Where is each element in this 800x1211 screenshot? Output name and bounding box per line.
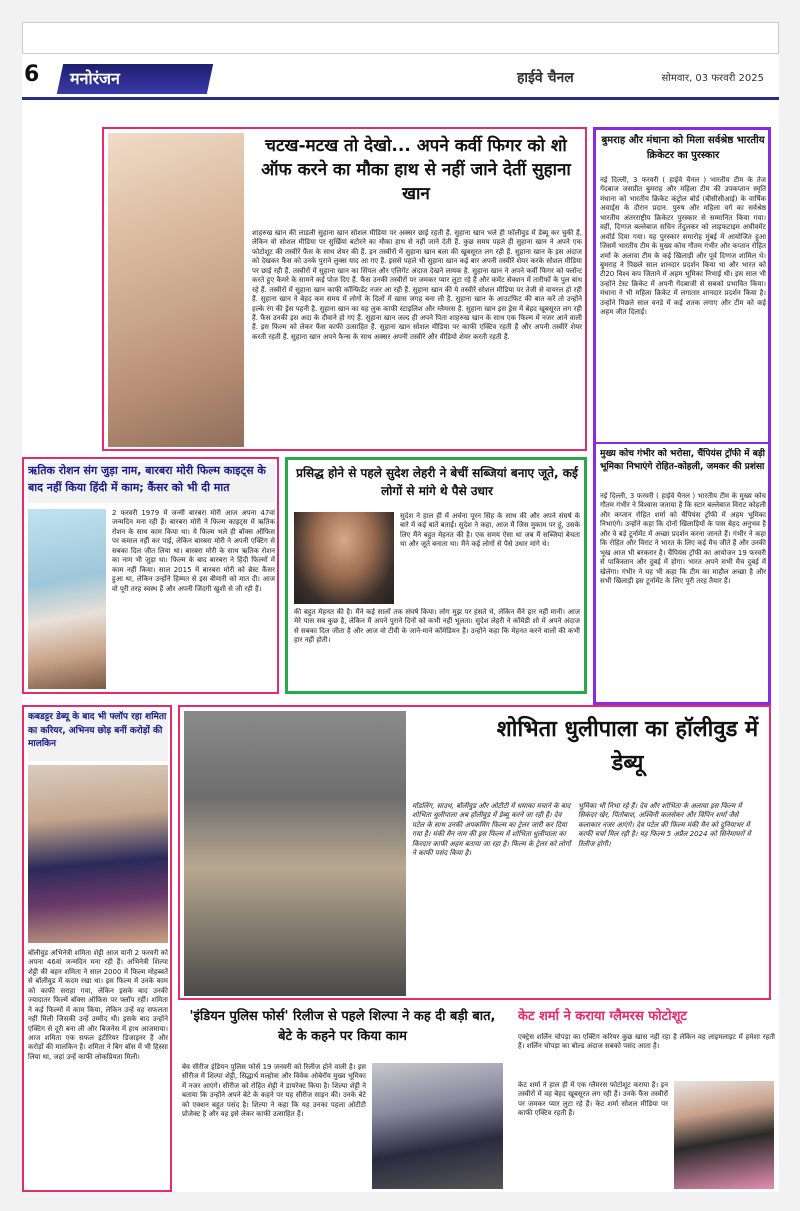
page-header [22,60,779,100]
sudesh-photo [294,512,394,604]
bumrah-body: नई दिल्ली, 3 फरवरी ( हाईवे चैनल ) भारतीय टीम के तेज गेंदबाज जसप्रीत बुमराह और महिला टीम की उपकप्तान स्मृति मंधाना को भारतीय क्रिकेट कंट्रोल बोर्ड (बीसीसीआई) के वार्षिक अवार्ड्स के दौरान प्रदान. पुरुष और महिला वर्ग का सर्वश्रेष्ठ भारतीय अंतरराष्ट्रीय क्रिकेटर पुरस्कार से सम्मानित किया गया। वहीं, दिग्गज बल्लेबाज सचिन तेंदुलकर को लाइफटाइम अचीवमेंट अवॉर्ड दिया गया। यह पुरस्कार समारोह मुंबई में आयोजित हुआ जिसमें भारतीय टीम के मुख्य कोच गौतम गंभीर और कप्तान रोहित शर्मा के अलावा टीम के कई खिलाड़ी और पूर्व दिग्गज शामिल थे। बुमराह ने पिछले साल शानदार प्रदर्शन किया था और भारत को टी20 विश्व कप जिताने में अहम भूमिका निभाई थी। इस साल भी उन्होंने टेस्ट क्रिकेट में अपनी गेंदबाजी से सबको प्रभावित किया। मंधाना ने भी महिला क्रिकेट में लगातार शानदार प्रदर्शन किया है। उन्होंने पिछले साल वनडे में कई शतक लगाए और टीम को कई अहम जीत दिलाईं। [600,176,766,317]
sobhita-body-2: भूमिका भी निभा रहे हैं। देव और शोभिता के अलावा इस फिल्म में सिकंदर खेर, पितोबाश, अश्विनी कलसेकर और विपिन शर्मा जैसे कलाकार नजर आएंगे। देव पटेल की फिल्म मंकी मैन को दुनियाभर में काफी चर्चा मिल रही है। यह फिल्म 5 अप्रैल 2024 को सिनेमाघरों में रिलीज होगी। [578,802,751,848]
section-title: मनोरंजन [70,69,120,88]
barbara-photo [28,509,106,689]
sobhita-body-1: मॉडलिंग, साउथ, बॉलीवुड और ओटीटी में धमाका मचाने के बाद शोभिता धुलीपाला अब हॉलीवुड में डेब्यू करने जा रही हैं। देव पटेल के साथ उनकी अपकमिंग फिल्म का ट्रेलर जारी कर दिया गया है। मंकी मैन नाम की इस फिल्म में शोभिता धुलीपाला का किरदार काफी अहम बताया जा रहा है। फिल्म के ट्रेलर को लोगों ने काफी पसंद किया है। [412,802,571,858]
bumrah-headline: बुमराह और मंधाना को मिला सर्वश्रेष्ठ भारतीय क्रिकेटर का पुरस्कार [601,135,765,161]
kate-body-2: केट शर्मा ने हाल ही में एक ग्लैमरस फोटोशूट कराया है। इन तस्वीरों में वह बेहद खूबसूरत लग रही हैं। उनके फैंस तस्वीरों पर जमकर प्यार लुटा रहे हैं। केट शर्मा सोशल मीडिया पर काफी एक्टिव रहती हैं। [518,1081,668,1118]
section-banner [57,64,213,94]
newspaper-page [22,22,779,1192]
shamita-headline: कबडट्टर डेब्यू के बाद भी फ्लॉप रहा शमिता का करियर, अभिनय छोड़ बनीं करोड़ों की मालकिन [28,711,168,761]
shamita-article [22,705,172,1192]
sobhita-headline: शोभिता धुलीपाला का हॉलीवुड में डेब्यू [496,717,759,777]
hrithik-headline: ऋतिक रोशन संग जुड़ा नाम, बारबरा मोरी फिल्म काइट्स के बाद नहीं किया हिंदी में काम; कैंसर को भी दी मात [28,463,275,503]
shilpa-photo [372,1063,503,1189]
hrithik-body: 2 फरवरी 1979 में जन्मीं बारबरा मोरी आज अपना 47वां जन्मदिन मना रही हैं। बारबरा मोरी ने फिल्म काइट्स में ऋतिक रोशन के साथ काम किया था। ये फिल्म भले ही बॉक्स ऑफिस पर कमाल नहीं कर पाई, लेकिन बारबरा मोरी ने अपनी एक्टिंग से सबका दिल जीत लिया था। बारबरा मोरी के साथ ऋतिक रोशन का नाम भी जुड़ा था। फिल्म के बाद बारबरा ने हिंदी फिल्मों में काम नहीं किया। साल 2015 में बारबरा मोरी को ब्रेस्ट कैंसर हुआ था, लेकिन उन्होंने हिम्मत से इस बीमारी को मात दी। आज वो पूरी तरह स्वस्थ हैं और अपनी जिंदगी खुशी से जी रही हैं। [112,509,275,593]
brand-name: हाईवे चैनल [517,70,574,86]
sobhita-photo [184,711,406,996]
suhana-headline: चटख-मटख तो देखो... अपने कर्वी फिगर को शो ऑफ करने का मौका हाथ से नहीं जाने देतीं सुहाना खान [261,136,571,204]
kate-body-1: एक्ट्रेस शर्लिन चोपड़ा का एक्टिंग करियर कुछ खास नहीं रहा है लेकिन वह लाइमलाइट में हमेशा रहती हैं। शर्लिन चोपड़ा का बोल्ड अंदाज सबको पसंद आता है। [518,1033,775,1051]
sudesh-article [285,457,587,694]
shilpa-body: बेव सीरीज इंडियन पुलिस फोर्स 19 जनवरी को रिलीज होने वाली है। इस सीरीज में शिल्पा शेट्टी, सिद्धार्थ मल्होत्रा और विवेक ओबेरॉय मुख्य भूमिका में नजर आएंगे। सीरीज को रोहित शेट्टी ने डायरेक्ट किया है। शिल्पा शेट्टी ने बताया कि उन्होंने अपने बेटे के कहने पर यह सीरीज साइन की। उनके बेटे को एक्शन बहुत पसंद है। शिल्पा ने कहा कि यह उनका पहला ओटीटी प्रोजेक्ट है और वह इसे लेकर काफी उत्साहित हैं। [182,1063,366,1119]
sobhita-article [178,705,771,1000]
gambhir-body: नई दिल्ली, 3 फरवरी ( हाईवे चैनल ) भारतीय टीम के मुख्य कोच गौतम गंभीर ने विश्वास जताया है कि स्टार बल्लेबाज विराट कोहली और कप्तान रोहित शर्मा को चैंपियंस ट्रॉफी में अहम भूमिका निभाएंगे। उन्होंने कहा कि दोनों खिलाड़ियों के पास बेहद अनुभव है और वे बड़े टूर्नामेंट में अच्छा प्रदर्शन करना जानते हैं। गंभीर ने कहा कि रोहित और विराट ने भारत के लिए कई मैच जीते हैं और उनकी भूख आज भी बरकरार है। चैंपियंस ट्रॉफी का आयोजन 19 फरवरी से पाकिस्तान और दुबई में होगा। भारत अपने सभी मैच दुबई में खेलेगा। गंभीर ने यह भी कहा कि टीम का माहौल अच्छा है और सभी खिलाड़ी इस टूर्नामेंट के लिए पूरी तरह तैयार हैं। [600,492,766,585]
kate-article [514,1005,779,1192]
issue-date: सोमवार, 03 फरवरी 2025 [661,73,764,84]
suhana-body: शाहरुख खान की लाडली सुहाना खान सोशल मीडिया पर अक्सर छाई रहती हैं. सुहाना खान भले ही फॉलीवुड में डेब्यू कर चुकी हैं, लेकिन वो सोशल मीडिया पर सुर्खियां बटोरने का मौका हाथ से नहीं जाने देती हैं. कुछ समय पहले ही सुहाना खान ने अपने एक फोटोशूट की तस्वीरें फैंस के साथ शेयर की हैं. इन तस्वीरों में सुहाना खान बला की खूबसूरत लग रही हैं. सुहाना खान के इस अंदाज को देखकर फैंस को उनके पुराने लुक्स याद आ गए हैं. इससे पहले भी सुहाना खान कई बार अपनी तस्वीरें शेयर करके सोशल मीडिया पर छाई रही हैं. तस्वीरों में सुहाना खान का सिंपल और एलिगेंट अंदाज देखने लायक है. सुहाना खान ने अपने कर्वी फिगर को फ्लॉन्ट करते हुए कैमरे के सामने कई पोज दिए हैं. फैंस उनकी तस्वीरों पर जमकर प्यार लुटा रहे हैं और कमेंट सेक्शन में तारीफों के पुल बांध रहे हैं. तस्वीरों में सुहाना खान काफी कॉन्फिडेंट नजर आ रही हैं. सुहाना खान की ये तस्वीरें सोशल मीडिया पर तेजी से वायरल हो रही हैं. सुहाना खान ने बेहद कम समय में लोगों के दिलों में खास जगह बना ली है. सुहाना खान के आउटफिट की बात करें तो उन्होंने हल्के रंग की ड्रेस पहनी है. सुहाना खान का यह लुक काफी स्टाइलिश और ग्लैमरस है. सुहाना खान इस ड्रेस में बेहद खूबसूरत लग रही हैं. फैंस उनकी इस अदा के दीवाने हो गए हैं. सुहाना खान जल्द ही अपने पिता शाहरुख खान के साथ एक फिल्म में नजर आने वाली हैं. इस फिल्म को लेकर फैंस काफी उत्साहित हैं. सुहाना खान सोशल मीडिया पर काफी एक्टिव रहती हैं और अपनी तस्वीरें शेयर करती रहती हैं. सुहाना खान अपने फैन्स के साथ अक्सर अपनी तस्वीरें और वीडियो शेयर करती रहती हैं. [252,229,582,341]
shamita-photo [28,765,168,943]
top-margin-strip [22,22,779,54]
hrithik-article [22,457,279,694]
page-number: 6 [24,62,40,87]
shilpa-headline: 'इंडियन पुलिस फोर्स' रिलीज से पहले शिल्पा ने कह दी बड़ी बात, बेटे के कहने पर किया काम [189,1009,496,1045]
suhana-photo [108,133,244,447]
shamita-body: बॉलीवुड अभिनेत्री शमिता शेट्टी आज यानी 2 फरवरी को अपना 46वां जन्मदिन मना रही हैं। अभिनेत्री शिल्पा शेट्टी की बहन शमिता ने साल 2000 में फिल्म मोहब्बतें से बॉलीवुड में कदम रखा था। इस फिल्म में उनके काम को काफी सराहा गया, लेकिन इसके बाद उनकी ज्यादातर फिल्में बॉक्स ऑफिस पर फ्लॉप रहीं। शमिता ने कई फिल्मों में काम किया, लेकिन उन्हें वह सफलता नहीं मिली जिसकी उन्हें उम्मीद थी। इसके बाद उन्होंने एक्टिंग से दूरी बना ली और बिजनेस में हाथ आजमाया। आज शमिता एक सफल इंटीरियर डिजाइनर हैं और करोड़ों की मालकिन हैं। शमिता ने बिग बॉस में भी हिस्सा लिया था, जहां उन्हें काफी लोकप्रियता मिली। [28,949,168,1061]
gambhir-headline: मुख्य कोच गंभीर को भरोसा, चैंपियंस ट्रॉफी में बड़ी भूमिका निभाएंगे रोहित-कोहली, जमकर की प्रशंसा [600,449,765,473]
column-divider [596,442,768,444]
sudesh-headline: प्रसिद्ध होने से पहले सुदेश लेहरी ने बेचीं सब्जियां बनाए जूते, कई लोगों से मांगे थे पैसे उधार [296,466,578,498]
sudesh-body-2: की बहुत मेहनत की है। मैंने कई सालों तक संघर्ष किया। लोग मुझ पर हंसते थे, लेकिन मैंने हार नहीं मानी। आज मेरे पास सब कुछ है, लेकिन मैं अपने पुराने दिनों को कभी नहीं भूलता। सुदेश लेहरी ने कॉमेडी शो में अपने अंदाज से सबका दिल जीता है और आज वो टीवी के जाने-माने कॉमेडियन हैं। उन्होंने कहा कि मेहनत करने वालों की कभी हार नहीं होती। [294,608,580,645]
suhana-article [102,127,587,451]
shilpa-article [178,1005,507,1192]
kate-photo [674,1081,774,1189]
sudesh-body-1: सुदेश ने हाल ही में अर्चना पूरन सिंह के साथ की और अपने संघर्ष के बारे में कई बातें बताईं। सुदेश ने कहा, आज मैं जिस मुकाम पर हूं, उसके लिए मैंने बहुत मेहनत की है। एक समय ऐसा था जब मैं सब्जियां बेचता था और जूते बनाता था। मैंने कई लोगों से पैसे उधार मांगे थे। [400,512,580,549]
cricket-column [593,127,771,705]
kate-headline: केट शर्मा ने कराया ग्लैमरस फोटोशूट [518,1009,687,1024]
